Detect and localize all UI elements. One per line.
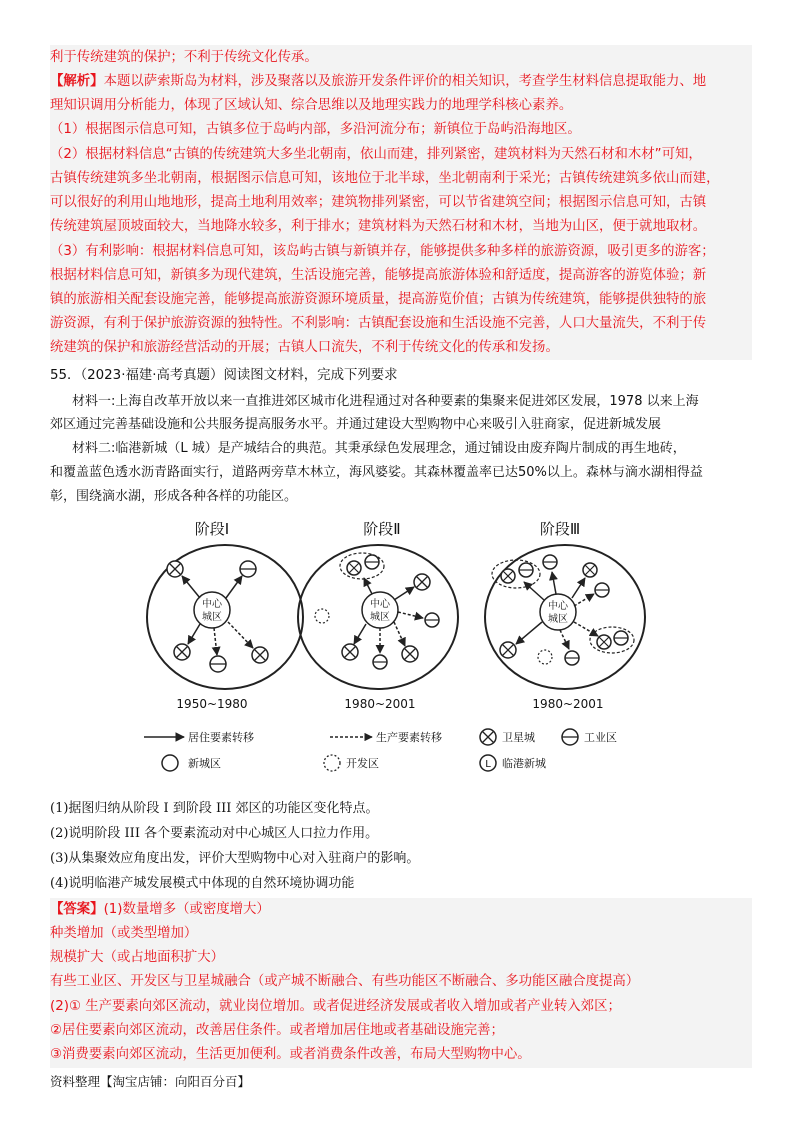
legend-development-zone: 开发区 [346, 757, 379, 770]
legend-residence-flow: 居住要素转移 [188, 731, 254, 744]
industrial-zone-icon [543, 555, 557, 569]
stage-title: 阶段Ⅰ [194, 520, 230, 538]
explanation-line: 镇的旅游相关配套设施完善，能够提高旅游资源环境质量，提高游览价值；古镇为传统建筑，能够提供独特的旅 [50, 292, 707, 307]
stage-period: 1980~2001 [344, 697, 416, 711]
sub-question: (3)从集聚效应角度出发，评价大型购物中心对入驻商户的影响。 [50, 851, 420, 866]
satellite-city-icon [252, 647, 268, 663]
svg-text:中心: 中心 [202, 599, 222, 610]
satellite-city-icon [342, 644, 358, 660]
satellite-city-icon [414, 574, 430, 590]
industrial-zone-icon [614, 631, 628, 645]
industrial-zone-icon [595, 583, 609, 597]
material-line: 和覆盖蓝色透水沥青路面实行，道路两旁草木林立，海风婆娑。其森林覆盖率已达50%以上。森林与滴水湖相得益 [50, 465, 703, 480]
stage-2-diagram [298, 545, 458, 689]
development-zone-icon [315, 609, 329, 623]
legend-lingang-new-city: 临港新城 [502, 757, 546, 770]
industrial-zone-icon [210, 656, 226, 672]
sub-question: (2)说明阶段 III 各个要素流动对中心城区人口拉力作用。 [50, 826, 379, 841]
material-line: 彰，围绕滴水湖，形成各种各样的功能区。 [50, 489, 298, 504]
explanation-line: 古镇传统建筑多坐北朝南，根据图示信息可知，该地位于北半球，坐北朝南利于采光；古镇传统建筑多依山而建， [50, 171, 720, 186]
industrial-zone-icon [565, 651, 579, 665]
answer-line: 【答案】(1)数量增多（或密度增大） [50, 902, 270, 917]
svg-text:L: L [485, 759, 491, 770]
suburban-stage-diagram [140, 512, 650, 782]
answer-line: (2)① 生产要素向郊区流动，就业岗位增加。或者促进经济发展或者收入增加或者产业转入郊区； [50, 999, 621, 1014]
satellite-city-icon [500, 642, 516, 658]
explanation-line: 利于传统建筑的保护；不利于传统文化传承。 [50, 50, 318, 65]
industrial-zone-icon [562, 729, 578, 745]
question-header [50, 364, 750, 388]
development-zone-icon [538, 650, 552, 664]
sub-question: (4)说明临港产城发展模式中体现的自然环境协调功能 [50, 876, 355, 891]
stage-title: 阶段Ⅱ [363, 520, 401, 538]
satellite-city-icon [402, 646, 418, 662]
explanation-line: 游资源，有利于保护旅游资源的独特性。不利影响：古镇配套设施和生活设施不完善，人口大量流失，不利于传 [50, 316, 707, 331]
svg-text:城区: 城区 [548, 614, 568, 625]
industrial-zone-icon [365, 555, 379, 569]
explanation-line: 可以很好的利用山地地形，提高土地利用效率；建筑物排列紧密，可以节省建筑空间；根据图示信息可知，古镇 [50, 195, 707, 210]
answer-tag: 【答案】 [50, 902, 104, 917]
satellite-city-icon [174, 644, 190, 660]
explanation-line: 传统建筑屋顶坡面较大，当地降水较多，利于排水；建筑材料为天然石材和木材，当地为山区，便于就地取材。 [50, 219, 707, 234]
legend-industrial-zone: 工业区 [584, 731, 617, 744]
sub-question: (1)据图归纳从阶段 I 到阶段 III 郊区的功能区变化特点。 [50, 801, 379, 816]
material-line: 材料一:上海自改革开放以来一直推进郊区城市化进程通过对各种要素的集聚来促进郊区发展，1978 以来上海 [72, 394, 699, 409]
answer-line: 种类增加（或类型增加） [50, 926, 198, 941]
legend-production-flow: 生产要素转移 [376, 731, 442, 744]
new-city-zone-icon [162, 755, 178, 771]
satellite-city-icon [167, 561, 183, 577]
satellite-city-icon [583, 563, 597, 577]
industrial-zone-icon [425, 613, 439, 627]
question-source: （2023·福建·高考真题） [80, 368, 224, 383]
answer-line: 有些工业区、开发区与卫星城融合（或产城不断融合、有些功能区不断融合、多功能区融合度提高） [50, 974, 640, 989]
svg-text:中心: 中心 [370, 599, 390, 610]
development-zone-icon [324, 755, 340, 771]
satellite-city-icon [347, 561, 361, 575]
svg-text:城区: 城区 [202, 612, 222, 623]
stage-3-diagram [485, 545, 645, 689]
explanation-line: 理知识调用分析能力，体现了区域认知、综合思维以及地理实践力的地理学科核心素养。 [50, 98, 573, 113]
explanation-line: 统建筑的保护和旅游经营活动的开展；古镇人口流失，不利于传统文化的传承和发扬。 [50, 340, 559, 355]
diagram-legend [144, 729, 617, 771]
material-line: 材料二:临港新城（L 城）是产城结合的典范。其秉承绿色发展理念，通过铺设由废弃陶片制成的再生地砖， [72, 441, 686, 456]
stage-1-diagram [147, 545, 303, 689]
explanation-line: 根据材料信息可知，新镇多为现代建筑，生活设施完善，能够提高旅游体验和舒适度，提高游客的游览体验；新 [50, 268, 707, 283]
jiexi-tag: 【解析】 [50, 74, 104, 89]
answer-line: ②居住要素向郊区流动，改善居住条件。或者增加居住地或者基础设施完善； [50, 1023, 504, 1038]
svg-text:中心: 中心 [548, 601, 568, 612]
explanation-line: （2）根据材料信息“古镇的传统建筑大多坐北朝南，依山而建，排列紧密，建筑材料为天然石材和木材”可知， [50, 147, 702, 162]
footer-note: 资料整理【淘宝店铺：向阳百分百】 [50, 1074, 251, 1089]
stage-period: 1950~1980 [176, 697, 248, 711]
explanation-line: （1）根据图示信息可知，古镇多位于岛屿内部，多沿河流分布；新镇位于岛屿沿海地区。 [50, 122, 581, 137]
legend-satellite-city: 卫星城 [502, 731, 535, 744]
industrial-zone-icon [373, 655, 387, 669]
explanation-line: 【解析】本题以萨索斯岛为材料，涉及聚落以及旅游开发条件评价的相关知识，考查学生材料信息提取能力、地 [50, 74, 707, 89]
explanation-line: （3）有利影响：根据材料信息可知，该岛屿古镇与新镇并存，能够提供多种多样的旅游资源，吸引更多的游客； [50, 244, 715, 259]
answer-line: 规模扩大（或占地面积扩大） [50, 950, 225, 965]
industrial-zone-icon [519, 563, 533, 577]
satellite-city-icon [480, 729, 496, 745]
legend-new-city-zone: 新城区 [188, 757, 221, 770]
material-line: 郊区通过完善基础设施和公共服务提高服务水平。并通过建设大型购物中心来吸引入驻商家，促进新城发展 [50, 417, 662, 432]
question-number: 55． [50, 368, 81, 383]
satellite-city-icon [501, 569, 515, 583]
svg-text:城区: 城区 [370, 612, 390, 623]
answer-line: ③消费要素向郊区流动，生活更加便利。或者消费条件改善，布局大型购物中心。 [50, 1047, 531, 1062]
question-prompt: 阅读图文材料，完成下列要求 [223, 368, 398, 383]
satellite-city-icon [597, 635, 611, 649]
stage-period: 1980~2001 [532, 697, 604, 711]
stage-title: 阶段Ⅲ [539, 520, 581, 538]
industrial-zone-icon [240, 561, 256, 577]
